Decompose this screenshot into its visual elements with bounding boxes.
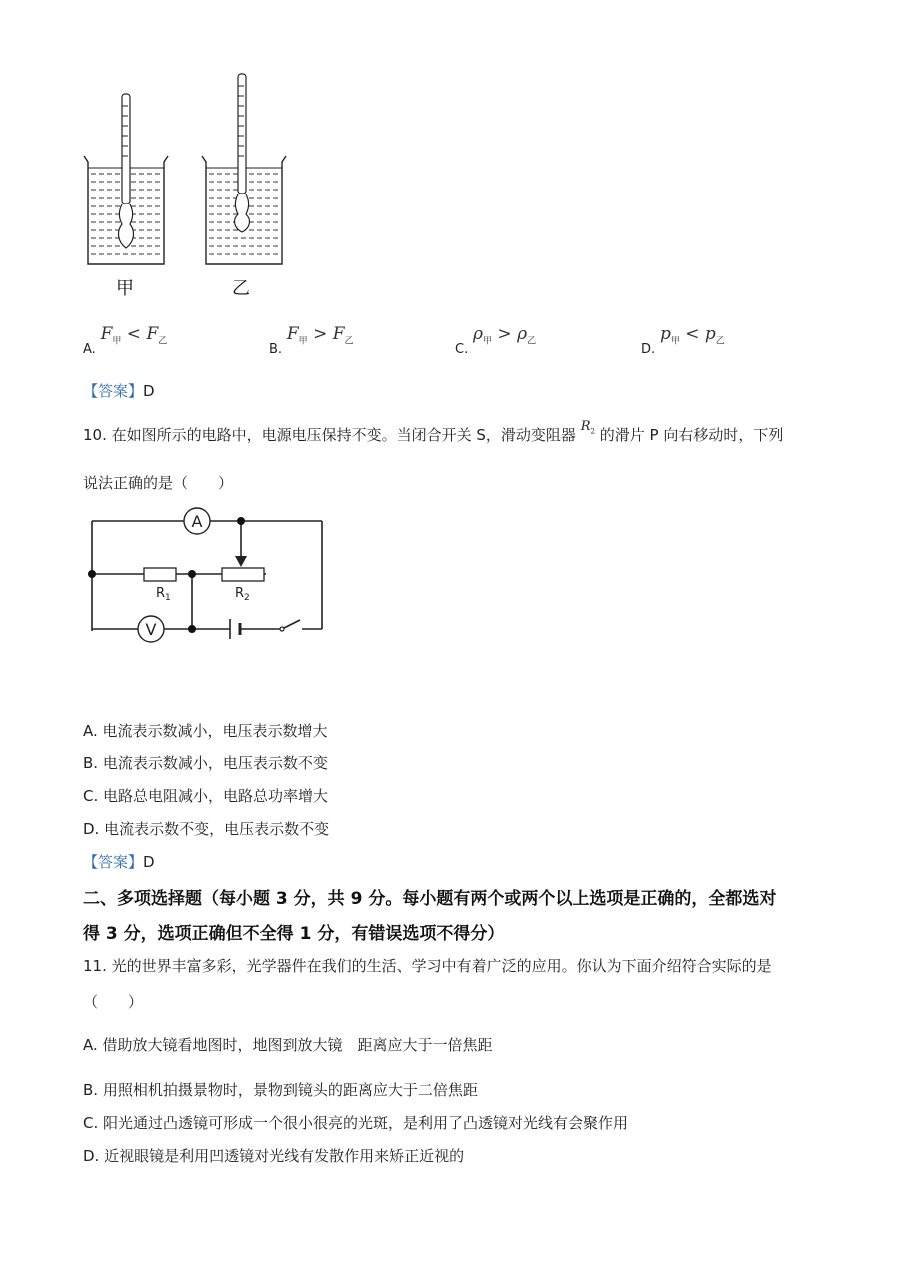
r1-label: $R_1$ <box>156 586 171 603</box>
junction-dot <box>237 517 245 525</box>
q10-stem-line1: 10. 在如图所示的电路中，电源电压保持不变。当闭合开关 S，滑动变阻器 $R_2$ 的滑片 P 向右移动时，下列 <box>83 419 784 444</box>
circuit-diagram <box>84 504 334 654</box>
q11-stem-line1: 11. 光的世界丰富多彩，光学器件在我们的生活、学习中有着广泛的应用。你认为下面介绍符合实际的是 <box>83 957 772 975</box>
q10-option-d: D. 电流表示数不变，电压表示数不变 <box>83 820 330 838</box>
q10-answer: 【答案】D <box>83 853 155 871</box>
q9-option-d: D. $p_甲 < p_乙$ <box>641 324 725 357</box>
slider-arrow <box>235 556 247 567</box>
junction-dot <box>188 625 196 633</box>
q9-option-a: A. $F_甲 < F_乙$ <box>83 324 168 357</box>
q10-option-c: C. 电路总电阻减小，电路总功率增大 <box>83 787 329 805</box>
r2-label: $R_2$ <box>235 586 250 603</box>
q9-option-c-formula: $\rho_甲 > \rho_乙$ <box>473 324 537 347</box>
q9-option-c: C. $\rho_甲 > \rho_乙$ <box>455 324 537 357</box>
beaker-yi <box>202 74 286 264</box>
junction-dot <box>88 570 96 578</box>
ammeter-label: A <box>191 512 203 531</box>
q11-option-a: A. 借助放大镜看地图时，地图到放大镜 距离应大于一倍焦距 <box>83 1036 493 1054</box>
r2-symbol: $R_2$ <box>580 419 595 436</box>
resistor-r1 <box>144 568 176 581</box>
q11-option-c: C. 阳光通过凸透镜可形成一个很小很亮的光斑，是利用了凸透镜对光线有会聚作用 <box>83 1114 629 1132</box>
switch-lever <box>282 620 300 629</box>
junction-dot <box>188 570 196 578</box>
q11-stem-line2: （ ） <box>83 993 144 1011</box>
q9-option-d-formula: $p_甲 < p_乙$ <box>659 324 725 347</box>
q11-option-b: B. 用照相机拍摄景物时，景物到镜头的距离应大于二倍焦距 <box>83 1081 478 1099</box>
q9-option-a-formula: $F_甲 < F_乙$ <box>100 324 168 347</box>
beaker-jia <box>84 94 168 264</box>
figure-label-yi: 乙 <box>232 278 250 299</box>
q10-option-b: B. 电流表示数减小，电压表示数不变 <box>83 754 328 772</box>
q10-stem-line2: 说法正确的是（ ） <box>83 474 234 492</box>
resistor-r2 <box>222 568 264 581</box>
q9-answer: 【答案】D <box>83 382 155 400</box>
voltmeter-label: V <box>145 620 157 639</box>
figure-label-jia: 甲 <box>116 278 134 299</box>
q10-option-a: A. 电流表示数减小，电压表示数增大 <box>83 722 328 740</box>
q11-option-d: D. 近视眼镜是利用凹透镜对光线有发散作用来矫正近视的 <box>83 1147 465 1165</box>
q9-option-b-formula: $F_甲 > F_乙$ <box>286 324 354 347</box>
beakers-figure <box>78 70 298 270</box>
section2-heading-line1: 二、多项选择题（每小题 3 分，共 9 分。每小题有两个或两个以上选项是正确的，全都选对 <box>83 889 777 909</box>
section2-heading-line2: 得 3 分，选项正确但不全得 1 分，有错误选项不得分） <box>83 924 505 944</box>
q9-option-b: B. $F_甲 > F_乙$ <box>269 324 354 357</box>
